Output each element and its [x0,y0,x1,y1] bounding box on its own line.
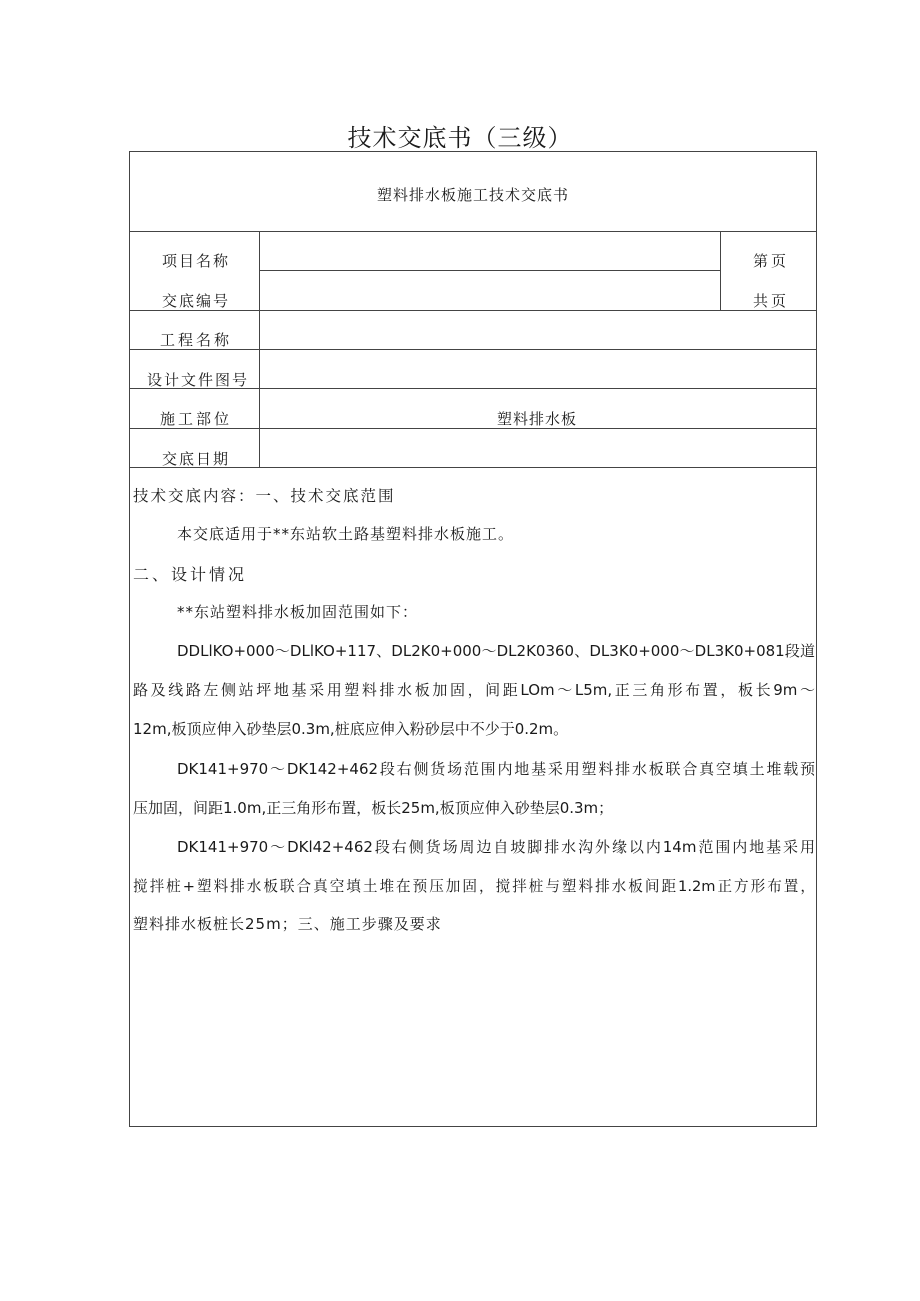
content-paragraph-line: 本交底适用于**东站软土路基塑料排水板施工。 [177,525,515,543]
content-paragraph-line: **东站塑料排水板加固范围如下： [177,603,419,621]
row-divider [129,349,817,350]
document-title: 技术交底书（三级） [347,124,573,152]
column-divider [720,231,721,310]
disclosure-date-label: 交底日期 [162,450,231,468]
construction-location-value: 塑料排水板 [497,410,578,428]
content-paragraph-line: 12m,板顶应伸入砂垫层0.3m,桩底应伸入粉砂层中不少于0.2m。 [133,720,569,738]
row-divider [129,310,817,311]
content-paragraph-line: 压加固，间距1.0m,正三角形布置，板长25m,板顶应伸入砂垫层0.3m； [133,799,614,817]
content-paragraph-line: DK141+970～DKl42+462段右侧货场周边自坡脚排水沟外缘以内14m范围内地基采用 [177,838,815,856]
row-divider [259,270,720,271]
content-paragraph-line: 搅拌桩+塑料排水板联合真空填土堆在预压加固，搅拌桩与塑料排水板间距1.2m正方形布置， [133,878,815,895]
row-divider [129,428,817,429]
construction-location-label: 施工部位 [160,410,233,428]
project-name-label: 项目名称 [162,252,231,270]
disclosure-code-label: 交底编号 [162,292,231,310]
row-divider [129,467,817,468]
total-pages-label: 共页 [753,292,790,310]
page-number-label: 第页 [753,252,790,270]
column-divider [259,231,260,467]
disclosure-form-table [129,151,817,1127]
row-divider [129,231,817,232]
content-paragraph-line: DK141+970～DK142+462段右侧货场范围内地基采用塑料排水板联合真空填土堆载预 [177,760,815,778]
content-paragraph-line: DDLlKO+000～DLlKO+117、DL2K0+000～DL2K0360、DL3K0+000～DL3K0+081段道 [177,642,815,660]
content-heading: 技术交底内容：一、技术交底范围 [133,487,396,505]
content-paragraph-line: 塑料排水板桩长25m；三、施工步骤及要求 [133,915,442,933]
form-header-title: 塑料排水板施工技术交底书 [376,186,569,204]
engineering-name-label: 工程名称 [160,331,233,349]
design-doc-number-label: 设计文件图号 [147,371,250,389]
content-section-heading: 二、设计情况 [133,565,248,584]
content-paragraph-line: 路及线路左侧站坪地基采用塑料排水板加固，间距LOm～L5m,正三角形布置，板长9m～ [133,681,815,699]
